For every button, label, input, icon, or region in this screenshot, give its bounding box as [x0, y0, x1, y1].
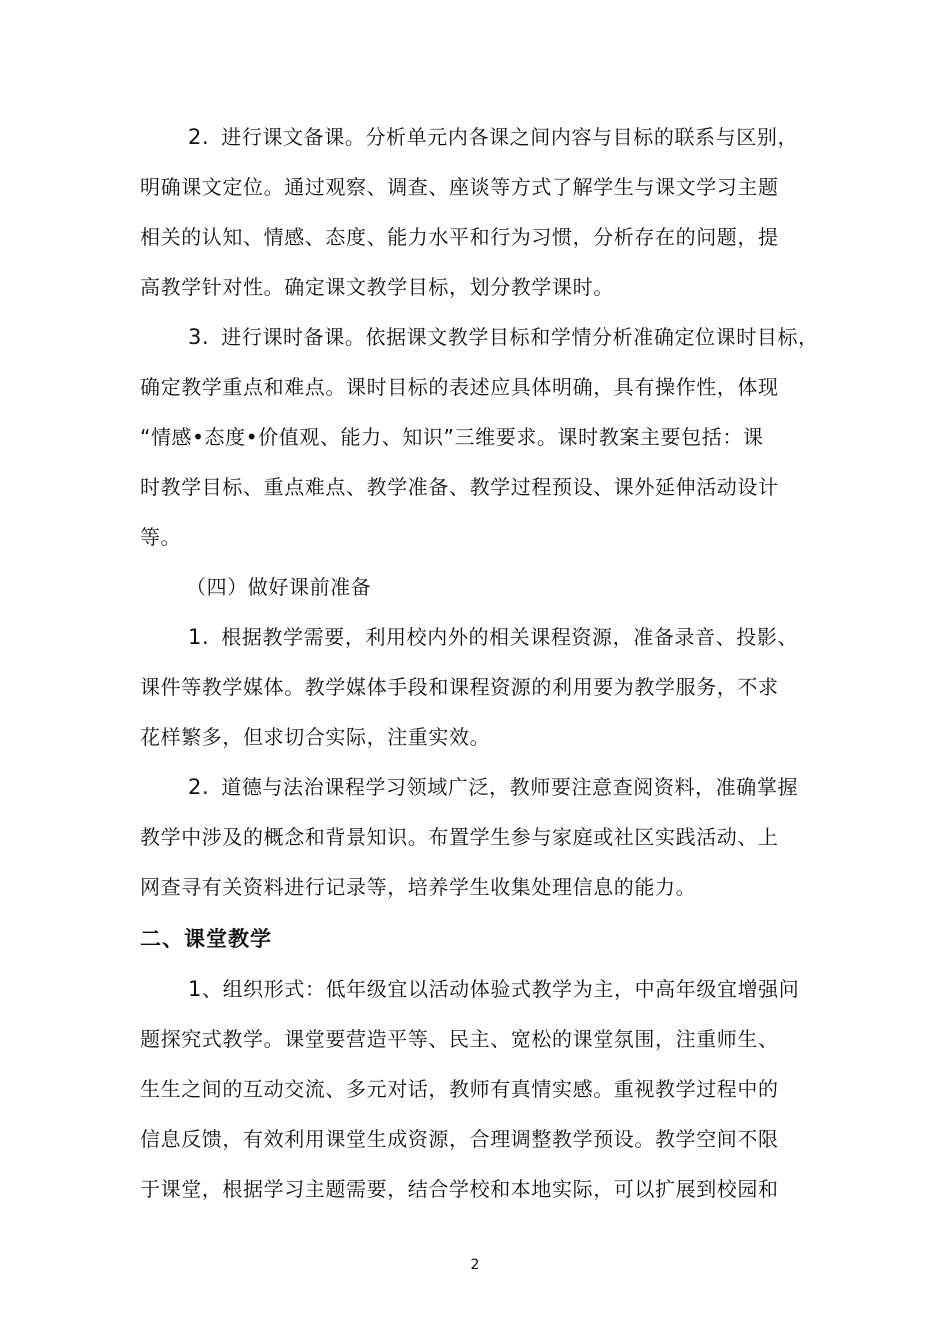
paragraph-text: 道德与法治课程学习领域广泛，教师要注意查阅资料，准确掌握: [221, 775, 799, 799]
paragraph-line: 相关的认知、情感、态度、能力水平和行为习惯，分析存在的问题，提: [140, 225, 779, 249]
paragraph-line: 于课堂，根据学习主题需要，结合学校和本地实际，可以扩展到校园和: [140, 1177, 779, 1201]
item-number: 3.: [188, 325, 210, 349]
paragraph-line: [188, 324, 819, 350]
paragraph-line: [188, 774, 798, 800]
paragraph-line: 高教学针对性。确定课文教学目标，划分教学课时。: [140, 275, 614, 299]
paragraph-line: 花样繁多，但求切合实际，注重实效。: [140, 725, 491, 749]
paragraph-line: 生生之间的互动交流、多元对话，教师有真情实感。重视教学过程中的: [140, 1077, 779, 1101]
paragraph-text: 根据教学需要，利用校内外的相关课程资源，准备录音、投影、: [221, 625, 799, 649]
paragraph-line: 时教学目标、重点难点、教学准备、教学过程预设、课外延伸活动设计: [140, 475, 779, 499]
paragraph-text: 进行课文备课。分析单元内各课之间内容与目标的联系与区别，: [221, 125, 799, 149]
paragraph-text: 、组织形式：低年级宜以活动体验式教学为主，中高年级宜增强问: [201, 977, 800, 1001]
paragraph-line: 课件等教学媒体。教学媒体手段和课程资源的利用要为教学服务，不求: [140, 675, 779, 699]
paragraph-line: [188, 624, 798, 650]
paragraph-line: 等。: [140, 525, 182, 549]
item-number: 2.: [188, 125, 210, 149]
paragraph-line: [188, 124, 798, 150]
paragraph-line: 确定教学重点和难点。课时目标的表述应具体明确，具有操作性，体现: [140, 375, 779, 399]
paragraph-line: 信息反馈，有效利用课堂生成资源，合理调整教学预设。教学空间不限: [140, 1127, 779, 1151]
page-number: 2: [470, 1257, 480, 1273]
item-number: 1.: [188, 625, 210, 649]
paragraph-text: 进行课时备课。依据课文教学目标和学情分析准确定位课时目标，: [221, 325, 819, 349]
paragraph-line: 教学中涉及的概念和背景知识。布置学生参与家庭或社区实践活动、上: [140, 825, 779, 849]
paragraph-line: [188, 976, 799, 1002]
item-number: 1: [188, 977, 202, 1001]
section-heading: 二、课堂教学: [140, 927, 272, 951]
paragraph-line: 明确课文定位。通过观察、调查、座谈等方式了解学生与课文学习主题: [140, 175, 779, 199]
item-number: 2.: [188, 775, 210, 799]
paragraph-line: “情感•态度•价值观、能力、知识”三维要求。课时教案主要包括：课: [140, 425, 764, 449]
paragraph-line: 题探究式教学。课堂要营造平等、民主、宽松的课堂氛围，注重师生、: [140, 1027, 779, 1051]
section-subheading: （四）做好课前准备: [186, 575, 372, 599]
paragraph-line: 网查寻有关资料进行记录等，培养学生收集处理信息的能力。: [140, 875, 697, 899]
